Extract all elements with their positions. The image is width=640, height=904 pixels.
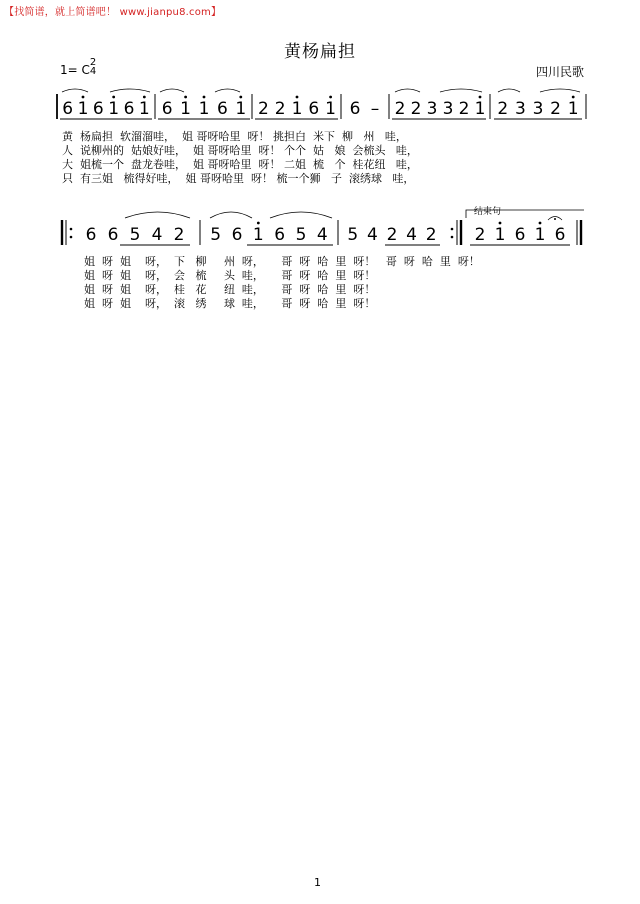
octave-dot [257, 222, 260, 225]
slur [62, 89, 88, 92]
slur [395, 89, 420, 92]
row1-note: 1 [474, 99, 486, 119]
row1-note: 2 [257, 99, 269, 119]
row1-note: 1 [235, 99, 247, 119]
row1-lyric-line: 人 说柳州的 姑娘好哇， 姐 哥呀哈里 呀！ 个个 姑 娘 会梳头 哇， [62, 144, 418, 157]
slur [215, 89, 240, 92]
row1-note: 6 [92, 99, 104, 119]
row1-note: 1 [138, 99, 150, 119]
row1-note: – [370, 99, 380, 119]
octave-dot [329, 96, 332, 99]
row1-notes [62, 96, 578, 119]
row2-lyric-line: 姐 呀 姐 呀， 下 柳 州 呀， 哥 呀 哈 里 呀！ 哥 呀 哈 里 呀！ [84, 255, 480, 268]
row2-lyric-line: 姐 呀 姐 呀， 会 梳 头 哇， 哥 呀 哈 里 呀！ [84, 269, 376, 282]
time-denominator: 4 [89, 66, 97, 77]
slur [110, 89, 150, 92]
octave-dot [239, 96, 242, 99]
site-link[interactable]: 【找简谱，就上简谱吧！ www.jianpu8.com】 [4, 7, 222, 18]
row2-lyric-line: 姐 呀 姐 呀， 滚 绣 球 哇， 哥 呀 哈 里 呀！ [84, 297, 376, 310]
slur [440, 89, 482, 92]
song-title: 黄杨扁担 [284, 42, 356, 62]
row2-note: 6 [107, 225, 119, 245]
octave-dot [499, 222, 502, 225]
row2-note: 5 [295, 225, 307, 245]
row2-note: 5 [210, 225, 222, 245]
octave-dot [572, 96, 575, 99]
octave-dot [112, 96, 115, 99]
row1-note: 3 [514, 99, 526, 119]
row1-lyric-line: 黄 杨扁担 软溜溜哇， 姐 哥呀哈里 呀！ 挑担白 米下 柳 州 哇， [62, 130, 407, 143]
repeat-dot [70, 228, 73, 231]
slur [540, 89, 580, 92]
row1-note: 3 [426, 99, 438, 119]
row1-lyric-line: 大 姐梳一个 盘龙卷哇， 姐 哥呀哈里 呀！ 二姐 梳 个 桂花纽 哇， [62, 158, 418, 171]
row2-note: 2 [173, 225, 185, 245]
octave-dot [296, 96, 299, 99]
row2-note: 6 [274, 225, 286, 245]
row2-note: 1 [494, 225, 506, 245]
row1-note: 6 [308, 99, 320, 119]
row1-note: 1 [180, 99, 192, 119]
row1-note: 2 [550, 99, 562, 119]
row1-note: 2 [394, 99, 406, 119]
row2-note: 4 [151, 225, 163, 245]
fermata-dot [554, 218, 556, 220]
slur [210, 212, 252, 218]
row2-note: 4 [366, 225, 378, 245]
octave-dot [479, 96, 482, 99]
row2-note: 6 [85, 225, 97, 245]
octave-dot [203, 96, 206, 99]
row1-note: 6 [349, 99, 361, 119]
slur [160, 89, 184, 92]
row2-notes [86, 222, 566, 245]
row1-note: 6 [161, 99, 173, 119]
octave-dot [82, 96, 85, 99]
row1-note: 2 [410, 99, 422, 119]
ending-label: 结束句 [474, 207, 502, 217]
slur [125, 212, 190, 218]
time-numerator: 2 [89, 57, 97, 68]
row1-note: 6 [62, 99, 74, 119]
row2-note: 2 [425, 225, 437, 245]
row2-note: 1 [252, 225, 264, 245]
key-signature: 1= C [60, 63, 90, 77]
row1-note: 3 [532, 99, 544, 119]
row2-note: 6 [231, 225, 243, 245]
row2-note: 6 [554, 225, 566, 245]
repeat-dot [451, 236, 454, 239]
row1-note: 1 [77, 99, 89, 119]
row2-note: 1 [534, 225, 546, 245]
slur [270, 212, 332, 218]
repeat-dot [451, 228, 454, 231]
row2-note: 5 [129, 225, 141, 245]
row1-note: 6 [216, 99, 228, 119]
row1-note: 2 [497, 99, 509, 119]
octave-dot [539, 222, 542, 225]
row1-note: 1 [325, 99, 337, 119]
slur [498, 89, 520, 92]
row2-note: 2 [386, 225, 398, 245]
row1-note: 1 [198, 99, 210, 119]
row2-note: 4 [316, 225, 328, 245]
row1-note: 2 [274, 99, 286, 119]
row1-lyric-line: 只 有三姐 梳得好哇， 姐 哥呀哈里 呀！ 梳一个狮 子 滚绣球 哇， [62, 172, 415, 185]
octave-dot [184, 96, 187, 99]
row2-note: 4 [406, 225, 418, 245]
row1-note: 1 [291, 99, 303, 119]
row1-note: 2 [458, 99, 470, 119]
row2-note: 6 [514, 225, 526, 245]
row1-note: 1 [567, 99, 579, 119]
song-origin: 四川民歌 [536, 65, 585, 79]
row1-note: 6 [123, 99, 135, 119]
row1-note: 3 [442, 99, 454, 119]
row2-note: 2 [474, 225, 486, 245]
octave-dot [143, 96, 146, 99]
row2-note: 5 [347, 225, 359, 245]
row1-note: 1 [108, 99, 120, 119]
repeat-dot [70, 236, 73, 239]
page-number: 1 [314, 876, 321, 889]
row2-lyric-line: 姐 呀 姐 呀， 桂 花 纽 哇， 哥 呀 哈 里 呀！ [84, 283, 376, 296]
